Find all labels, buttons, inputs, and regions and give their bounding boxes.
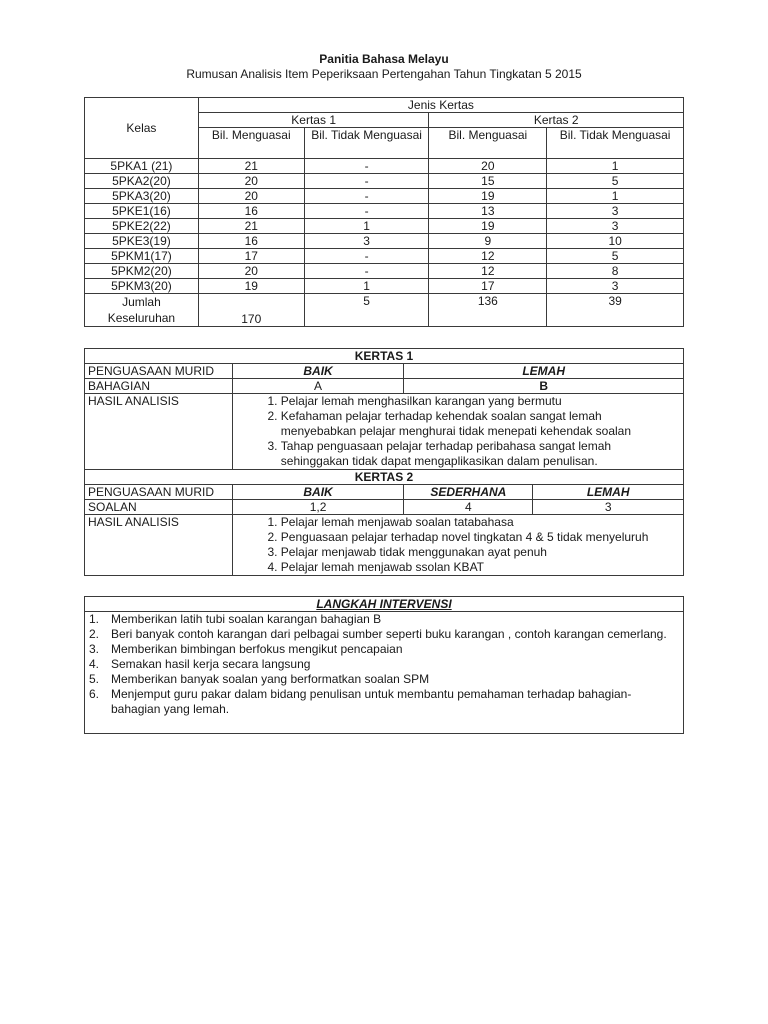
list-item-number: 5.: [89, 672, 100, 686]
value-cell: 13: [429, 204, 547, 219]
kelas-cell: 5PKE3(19): [85, 234, 199, 249]
table-row: [85, 219, 684, 234]
k2-hasil-cell: [232, 515, 683, 576]
value-cell: -: [304, 189, 429, 204]
bil-menguasai-header: Bil. Menguasai: [198, 128, 304, 159]
bil-menguasai-header: Bil. Menguasai: [429, 128, 547, 159]
bahagian-lemah: B: [404, 379, 684, 394]
list-item-text: Memberikan bimbingan berfokus mengikut pencapaian: [111, 642, 403, 656]
table-row: [85, 234, 684, 249]
list-item: [89, 612, 679, 627]
kelas-cell: 5PKE1(16): [85, 204, 199, 219]
kelas-cell: 5PKM2(20): [85, 264, 199, 279]
kertas1-header: Kertas 1: [198, 113, 429, 128]
k1-hasil-list: [233, 394, 680, 469]
soalan-sederhana-lemah-cell: [404, 500, 684, 515]
value-cell: 17: [429, 279, 547, 294]
table-row: [85, 249, 684, 264]
list-item-text: Beri banyak contoh karangan dari pelbagai sumber seperti buku karangan , contoh karangan cemerlang.: [111, 627, 667, 641]
list-item: 2. Kefahaman pelajar terhadap kehendak soalan sangat lemah menyebabkan pelajar menghurai tidak menepati kehendak soalan: [281, 409, 680, 439]
list-item: 1. Pelajar lemah menghasilkan karangan yang bermutu: [281, 394, 680, 409]
intervensi-title: LANGKAH INTERVENSI: [85, 597, 684, 612]
bil-tidak-menguasai-header: Bil. Tidak Menguasai: [304, 128, 429, 159]
kelas-cell: 5PKE2(22): [85, 219, 199, 234]
total-k1-tidak: 5: [304, 294, 429, 327]
list-item-number: 3.: [89, 642, 100, 656]
sederhana-label: SEDERHANA: [404, 485, 533, 499]
list-item: 4. Pelajar lemah menjawab ssolan KBAT: [281, 560, 680, 575]
value-cell: 10: [547, 234, 684, 249]
value-cell: 20: [198, 174, 304, 189]
value-cell: 19: [429, 219, 547, 234]
list-item-number: 2.: [89, 627, 100, 641]
table-row: [85, 189, 684, 204]
kelas-cell: 5PKM3(20): [85, 279, 199, 294]
list-item: [89, 672, 679, 687]
document-subtitle: Rumusan Analisis Item Peperiksaan Pertengahan Tahun Tingkatan 5 2015: [186, 67, 582, 81]
table-row: [85, 264, 684, 279]
list-item: 2. Penguasaan pelajar terhadap novel tingkatan 4 & 5 tidak menyeluruh: [281, 530, 680, 545]
list-item-text: Menjemput guru pakar dalam bidang penulisan untuk membantu pemahaman terhadap bahagian-bahagian yang lemah.: [111, 687, 632, 716]
value-cell: 20: [429, 159, 547, 174]
list-item: 3. Tahap penguasaan pelajar terhadap peribahasa sangat lemah sehinggakan tidak dapat mengaplikasikan dalam penulisan.: [281, 439, 680, 469]
value-cell: 19: [198, 279, 304, 294]
value-cell: 16: [198, 204, 304, 219]
kelas-cell: 5PKA2(20): [85, 174, 199, 189]
table-row: [85, 204, 684, 219]
jumlah-label: Jumlah Keseluruhan: [85, 294, 199, 327]
intervensi-table: [84, 596, 684, 734]
document-title: Panitia Bahasa Melayu: [319, 52, 449, 66]
k1-hasil-cell: [232, 394, 683, 470]
soalan-baik: 1,2: [232, 500, 404, 515]
value-cell: 12: [429, 249, 547, 264]
total-k2-menguasai: 136: [429, 294, 547, 327]
table-row: [85, 159, 684, 174]
list-item-text: Memberikan banyak soalan yang berformatkan soalan SPM: [111, 672, 430, 686]
jenis-kertas-header: Jenis Kertas: [198, 98, 683, 113]
kelas-cell: 5PKM1(17): [85, 249, 199, 264]
value-cell: -: [304, 204, 429, 219]
bil-tidak-menguasai-header: Bil. Tidak Menguasai: [547, 128, 684, 159]
list-item: [89, 687, 679, 717]
value-cell: 20: [198, 189, 304, 204]
list-item: [89, 657, 679, 672]
lemah-label: LEMAH: [586, 485, 630, 499]
soalan-label: SOALAN: [85, 500, 233, 515]
total-k1-menguasai: 170: [198, 294, 304, 327]
sederhana-lemah-cell: [404, 485, 684, 500]
value-cell: 3: [547, 204, 684, 219]
list-item-text: Memberikan latih tubi soalan karangan bahagian B: [111, 612, 382, 626]
table-row: [85, 174, 684, 189]
value-cell: 1: [547, 189, 684, 204]
value-cell: 20: [198, 264, 304, 279]
hasil-analisis-label: HASIL ANALISIS: [85, 515, 233, 576]
list-item: 1. Pelajar lemah menjawab soalan tatabahasa: [281, 515, 680, 530]
value-cell: -: [304, 159, 429, 174]
kelas-cell: 5PKA1 (21): [85, 159, 199, 174]
list-item: [89, 627, 679, 642]
value-cell: 5: [547, 174, 684, 189]
analysis-table: [84, 97, 684, 327]
kertas2-title: KERTAS 2: [85, 470, 684, 485]
penguasaan-label: PENGUASAAN MURID: [85, 364, 233, 379]
lemah-label: LEMAH: [404, 364, 684, 379]
kertas2-header: Kertas 2: [429, 113, 684, 128]
value-cell: 3: [547, 219, 684, 234]
value-cell: 1: [304, 219, 429, 234]
total-k2-tidak: 39: [547, 294, 684, 327]
hasil-analisis-label: HASIL ANALISIS: [85, 394, 233, 470]
value-cell: 3: [304, 234, 429, 249]
value-cell: 1: [304, 279, 429, 294]
k2-hasil-list: [233, 515, 680, 575]
value-cell: 21: [198, 159, 304, 174]
value-cell: 21: [198, 219, 304, 234]
value-cell: -: [304, 249, 429, 264]
list-item-number: 4.: [89, 657, 100, 671]
value-cell: 3: [547, 279, 684, 294]
list-item: [89, 642, 679, 657]
value-cell: 19: [429, 189, 547, 204]
bahagian-baik: A: [232, 379, 404, 394]
baik-label: BAIK: [232, 485, 404, 500]
kertas-analysis-table: [84, 348, 684, 576]
value-cell: 5: [547, 249, 684, 264]
bahagian-label: BAHAGIAN: [85, 379, 233, 394]
kelas-cell: 5PKA3(20): [85, 189, 199, 204]
kertas1-title: KERTAS 1: [85, 349, 684, 364]
intervensi-list: [89, 612, 679, 717]
kelas-header: Kelas: [85, 98, 199, 159]
soalan-lemah: 3: [604, 500, 612, 514]
penguasaan-label: PENGUASAAN MURID: [85, 485, 233, 500]
value-cell: 17: [198, 249, 304, 264]
value-cell: 12: [429, 264, 547, 279]
value-cell: 9: [429, 234, 547, 249]
list-item-number: 1.: [89, 612, 100, 626]
intervensi-cell: [85, 612, 684, 734]
value-cell: -: [304, 264, 429, 279]
list-item-text: Semakan hasil kerja secara langsung: [111, 657, 311, 671]
table-row: [85, 279, 684, 294]
list-item: 3. Pelajar menjawab tidak menggunakan ayat penuh: [281, 545, 680, 560]
value-cell: 15: [429, 174, 547, 189]
soalan-sederhana: 4: [404, 500, 533, 514]
value-cell: -: [304, 174, 429, 189]
value-cell: 8: [547, 264, 684, 279]
baik-label: BAIK: [232, 364, 404, 379]
value-cell: 1: [547, 159, 684, 174]
value-cell: 16: [198, 234, 304, 249]
list-item-number: 6.: [89, 687, 100, 701]
